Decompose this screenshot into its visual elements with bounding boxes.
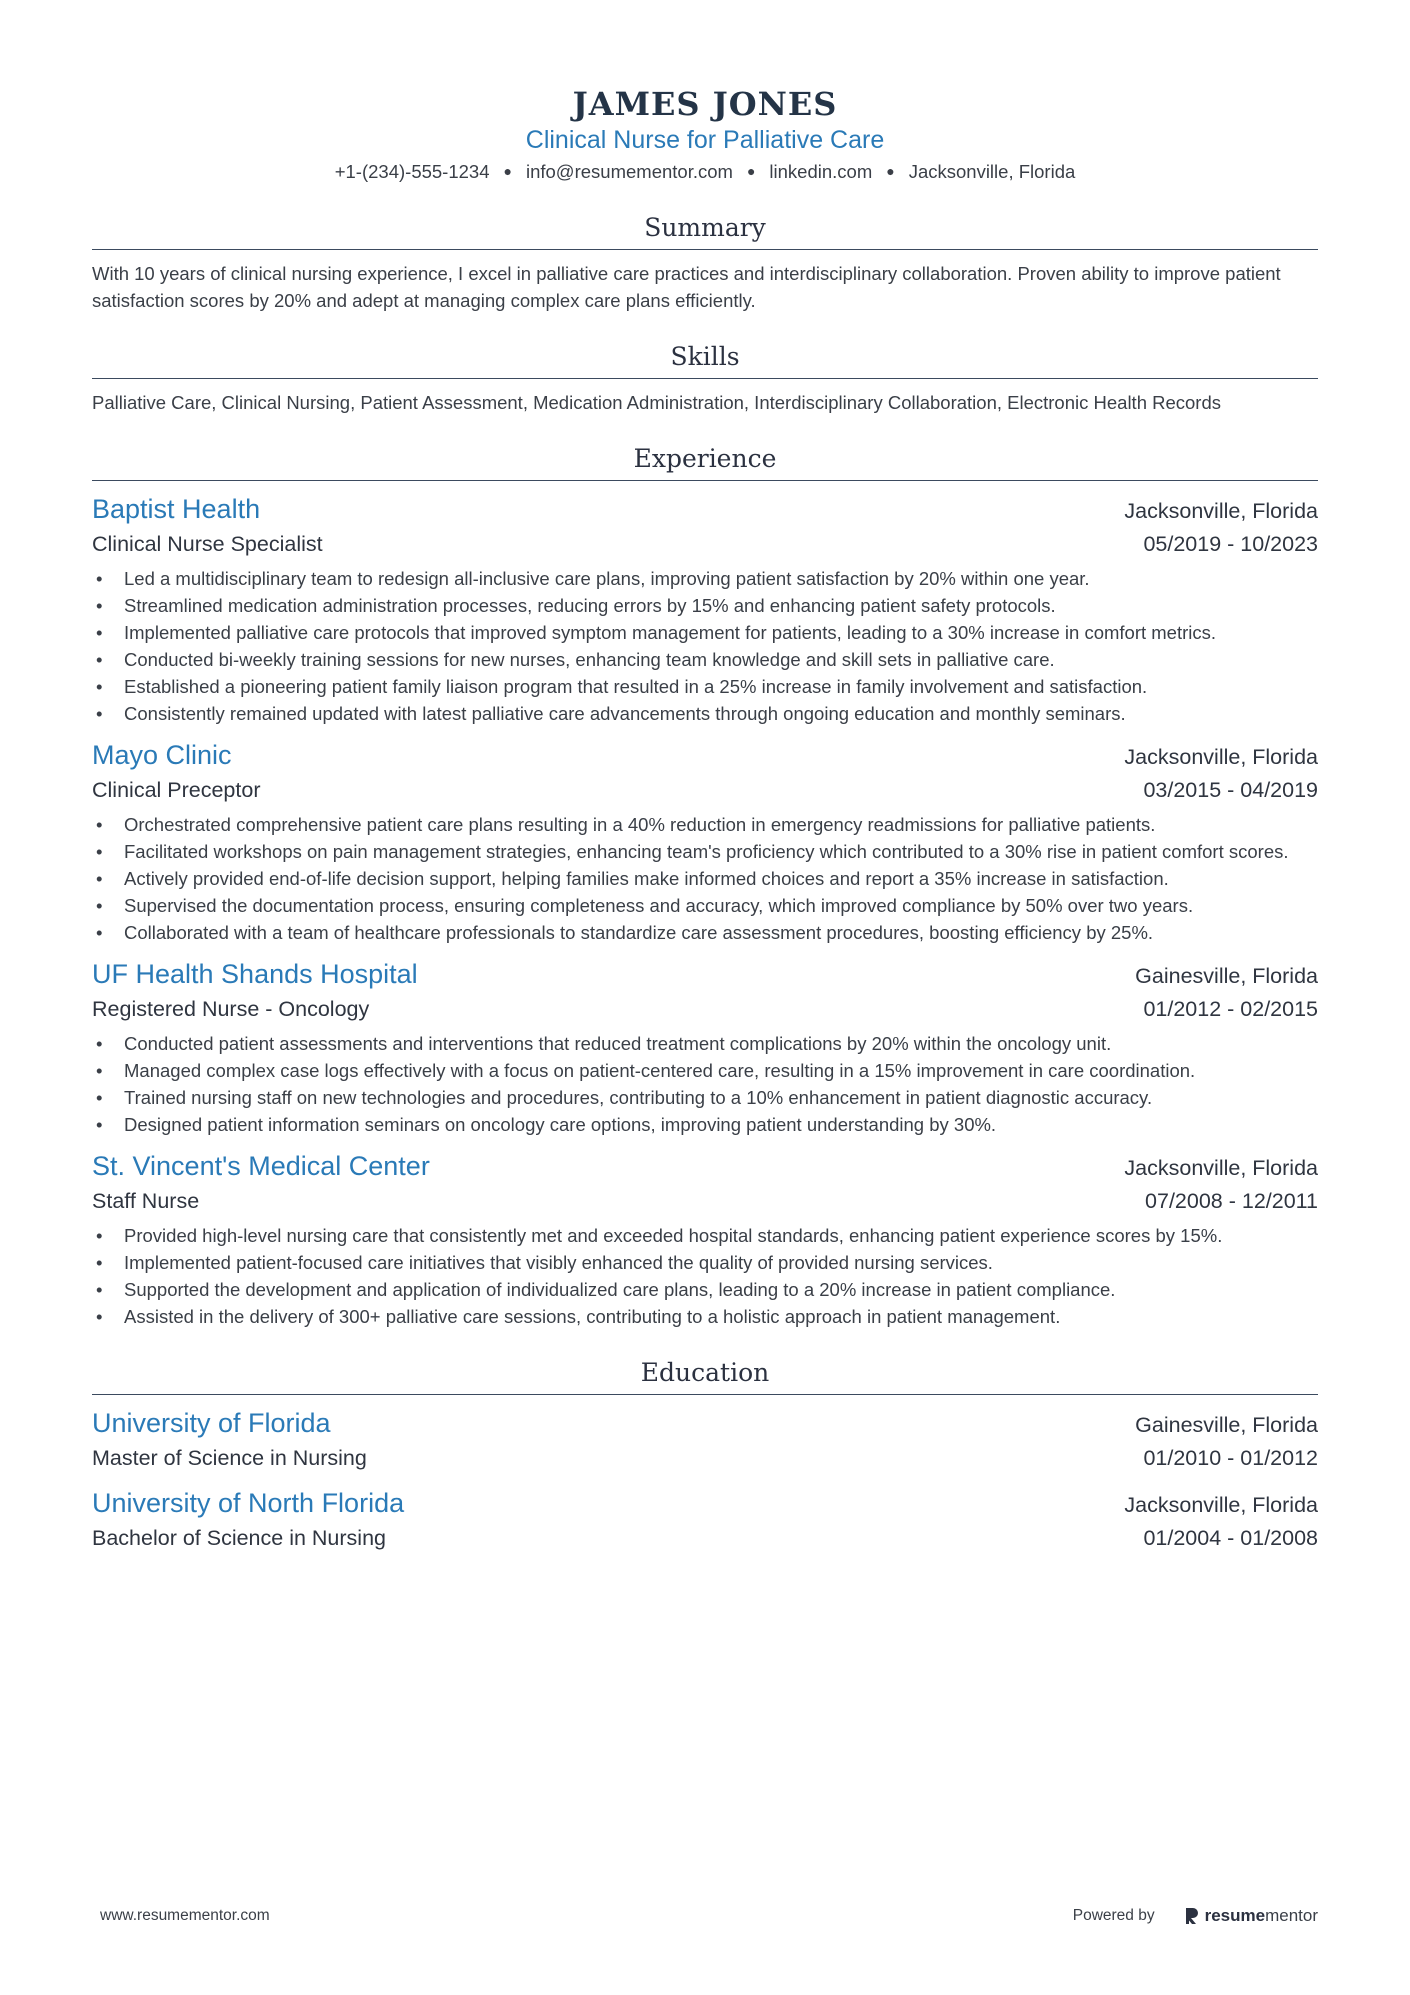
phone: +1-(234)-555-1234 (334, 161, 490, 182)
list-item: • Actively provided end-of-life decision support, helping families make informed choices and report a 35% increase in satisfaction. (92, 865, 1318, 892)
job-location: Jacksonville, Florida (1124, 499, 1318, 523)
bullet-separator: ● (503, 163, 512, 179)
education-entry (92, 1405, 1318, 1475)
section-title-experience: Experience (92, 442, 1318, 481)
email[interactable]: info@resumementor.com (525, 161, 733, 182)
section-title-summary: Summary (92, 211, 1318, 250)
achievement-list (92, 811, 1318, 946)
employer: St. Vincent's Medical Center (92, 1151, 430, 1181)
education-dates: 01/2004 - 01/2008 (1143, 1526, 1318, 1550)
employer: Mayo Clinic (92, 740, 232, 770)
resumementor-logo[interactable] (1183, 1906, 1318, 1926)
linkedin[interactable]: linkedin.com (769, 161, 873, 182)
education-section (92, 1356, 1318, 1555)
school-location: Jacksonville, Florida (1124, 1493, 1318, 1517)
achievement-list (92, 1030, 1318, 1138)
experience-entry (92, 1148, 1318, 1330)
list-item: • Consistently remained updated with latest palliative care advancements through ongoing education and monthly seminars. (92, 700, 1318, 727)
job-location: Jacksonville, Florida (1124, 1156, 1318, 1180)
education-entry (92, 1485, 1318, 1555)
list-item: • Collaborated with a team of healthcare professionals to standardize care assessment procedures, boosting efficiency by 25%. (92, 919, 1318, 946)
job-title: Clinical Preceptor (92, 778, 261, 802)
summary-section (92, 211, 1318, 314)
job-location: Jacksonville, Florida (1124, 745, 1318, 769)
contact-line (92, 158, 1318, 185)
list-item: • Streamlined medication administration processes, reducing errors by 15% and enhancing patient safety protocols. (92, 592, 1318, 619)
powered-by-label: Powered by (1072, 1907, 1155, 1924)
achievement-list (92, 1222, 1318, 1330)
job-dates: 01/2012 - 02/2015 (1143, 997, 1318, 1021)
candidate-name: JAMES JONES (572, 85, 838, 123)
achievement-list (92, 565, 1318, 727)
employer: UF Health Shands Hospital (92, 959, 418, 989)
list-item: • Conducted patient assessments and interventions that reduced treatment complications by 20% within the oncology unit. (92, 1030, 1318, 1057)
list-item: • Assisted in the delivery of 300+ palliative care sessions, contributing to a holistic approach in patient management. (92, 1303, 1318, 1330)
job-dates: 05/2019 - 10/2023 (1143, 532, 1318, 556)
experience-entry (92, 737, 1318, 946)
list-item: • Orchestrated comprehensive patient care plans resulting in a 40% reduction in emergency readmissions for palliative patients. (92, 811, 1318, 838)
candidate-role: Clinical Nurse for Palliative Care (525, 126, 885, 154)
school-location: Gainesville, Florida (1135, 1413, 1318, 1437)
list-item: • Trained nursing staff on new technologies and procedures, contributing to a 10% enhancement in patient diagnostic accuracy. (92, 1084, 1318, 1111)
skills-text: Palliative Care, Clinical Nursing, Patient Assessment, Medication Administration, Interdisciplinary Collaboration, Electronic Health Records (92, 392, 1222, 413)
list-item: • Provided high-level nursing care that consistently met and exceeded hospital standards, enhancing patient experience scores by 15%. (92, 1222, 1318, 1249)
summary-text: With 10 years of clinical nursing experience, I excel in palliative care practices and interdisciplinary collaboration. Proven ability to improve patient satisfaction scores by 20% and adept at managing complex care plans efficiently. (92, 263, 1281, 311)
job-title: Clinical Nurse Specialist (92, 532, 323, 556)
experience-entry (92, 956, 1318, 1138)
employer: Baptist Health (92, 494, 261, 524)
page-footer (100, 1906, 1318, 1926)
list-item: • Conducted bi-weekly training sessions for new nurses, enhancing team knowledge and skill sets in palliative care. (92, 646, 1318, 673)
degree: Bachelor of Science in Nursing (92, 1526, 386, 1550)
website-link[interactable]: www.resumementor.com (100, 1907, 270, 1924)
list-item: • Established a pioneering patient family liaison program that resulted in a 25% increase in family involvement and satisfaction. (92, 673, 1318, 700)
degree: Master of Science in Nursing (92, 1446, 367, 1470)
list-item: • Supported the development and application of individualized care plans, leading to a 20% increase in patient compliance. (92, 1276, 1318, 1303)
list-item: • Led a multidisciplinary team to redesign all-inclusive care plans, improving patient satisfaction by 20% within one year. (92, 565, 1318, 592)
job-dates: 03/2015 - 04/2019 (1143, 778, 1318, 802)
logo-text-light: mentor (1265, 1906, 1318, 1925)
experience-entry (92, 491, 1318, 727)
experience-section (92, 442, 1318, 1330)
section-title-skills: Skills (92, 340, 1318, 379)
list-item: • Managed complex case logs effectively with a focus on patient-centered care, resulting in a 15% improvement in care coordination. (92, 1057, 1318, 1084)
section-title-education: Education (92, 1356, 1318, 1395)
job-location: Gainesville, Florida (1135, 964, 1318, 988)
job-title: Registered Nurse - Oncology (92, 997, 370, 1021)
resumementor-logo-icon (1183, 1907, 1199, 1925)
skills-section (92, 340, 1318, 416)
list-item: • Implemented palliative care protocols that improved symptom management for patients, leading to a 30% increase in comfort metrics. (92, 619, 1318, 646)
bullet-separator: ● (886, 163, 895, 179)
list-item: • Facilitated workshops on pain management strategies, enhancing team's proficiency which contributed to a 30% rise in patient comfort scores. (92, 838, 1318, 865)
job-dates: 07/2008 - 12/2011 (1145, 1189, 1318, 1213)
education-dates: 01/2010 - 01/2012 (1143, 1446, 1318, 1470)
school: University of North Florida (92, 1488, 405, 1518)
resume-header (92, 84, 1318, 185)
job-title: Staff Nurse (92, 1189, 200, 1213)
list-item: • Supervised the documentation process, ensuring completeness and accuracy, which improved compliance by 50% over two years. (92, 892, 1318, 919)
bullet-separator: ● (746, 163, 756, 179)
school: University of Florida (92, 1408, 331, 1438)
logo-text-bold: resume (1204, 1906, 1266, 1925)
powered-by (1073, 1906, 1318, 1926)
location: Jacksonville, Florida (908, 161, 1076, 182)
list-item: • Implemented patient-focused care initiatives that visibly enhanced the quality of provided nursing services. (92, 1249, 1318, 1276)
list-item: • Designed patient information seminars on oncology care options, improving patient understanding by 30%. (92, 1111, 1318, 1138)
